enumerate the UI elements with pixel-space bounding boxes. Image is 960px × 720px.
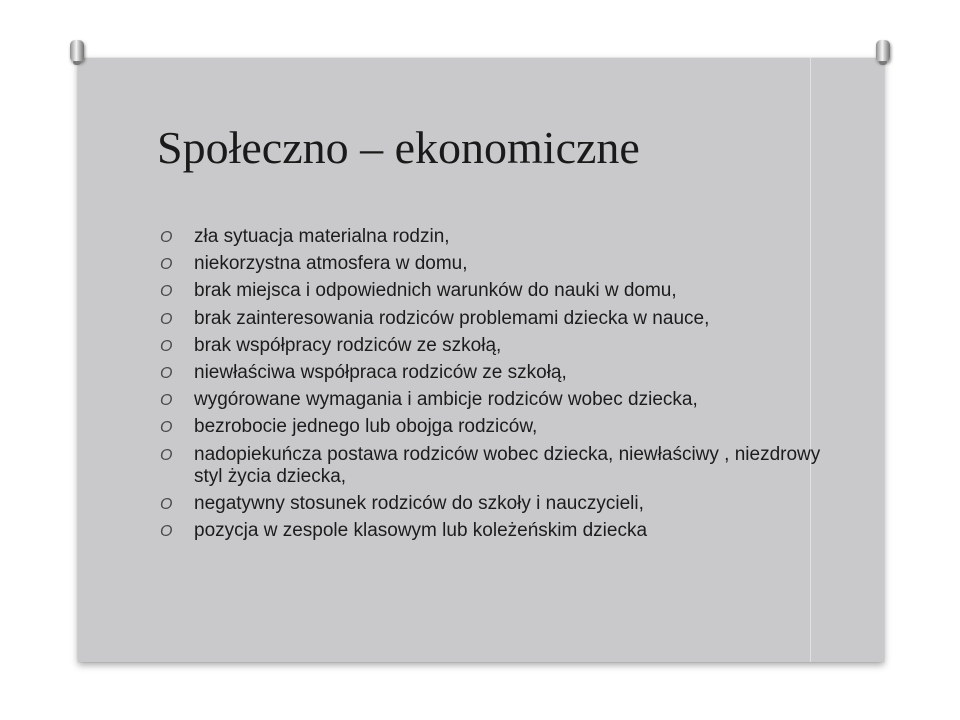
bullet-marker-icon: O (160, 256, 173, 274)
bullet-marker-icon: O (160, 496, 173, 514)
list-item-text: zła sytuacja materialna rodzin, (194, 226, 450, 247)
list-item-text: negatywny stosunek rodziców do szkoły i nauczycieli, (194, 493, 644, 515)
bullet-marker-icon: O (160, 337, 173, 355)
list-item (160, 362, 840, 384)
list-item (160, 308, 840, 330)
bullet-marker-icon: O (160, 392, 173, 410)
list-item-text: wygórowane wymagania i ambicje rodziców wobec dziecka, (194, 389, 698, 411)
list-item-text: brak zainteresowania rodziców problemami dziecka w nauce, (194, 307, 710, 329)
list-item-text: niewłaściwa współpraca rodziców ze szkołą, (194, 362, 567, 384)
list-item-text: niekorzystna atmosfera w domu, (194, 253, 468, 275)
bullet-marker-icon: O (160, 419, 173, 437)
bullet-marker-icon: O (160, 523, 173, 541)
pushpin-right-icon (876, 40, 890, 62)
bullet-list (160, 226, 840, 547)
list-item (160, 280, 840, 302)
slide-title: Społeczno – ekonomiczne (157, 122, 640, 173)
list-item (160, 493, 840, 515)
bullet-marker-icon: O (160, 229, 173, 246)
list-item (160, 226, 840, 248)
list-item-text: pozycja w zespole klasowym lub koleżeńskim dziecka (194, 520, 648, 542)
bullet-marker-icon: O (160, 310, 173, 328)
bullet-marker-icon: O (160, 283, 173, 301)
bullet-marker-icon: O (160, 446, 173, 464)
list-item-text: nadopiekuńcza postawa rodziców wobec dziecka, niewłaściwy , niezdrowy styl życia dziecka, (194, 443, 821, 487)
list-item-text: brak współpracy rodziców ze szkołą, (194, 334, 502, 356)
list-item (160, 335, 840, 357)
list-item (160, 253, 840, 275)
list-item (160, 389, 840, 411)
pushpin-left-icon (70, 40, 84, 62)
bullet-marker-icon: O (160, 365, 173, 383)
list-item (160, 520, 840, 542)
list-item-text: brak miejsca i odpowiednich warunków do nauki w domu, (194, 280, 677, 302)
list-item-text: bezrobocie jednego lub obojga rodziców, (194, 416, 538, 438)
list-item (160, 416, 840, 438)
list-item (160, 444, 840, 488)
